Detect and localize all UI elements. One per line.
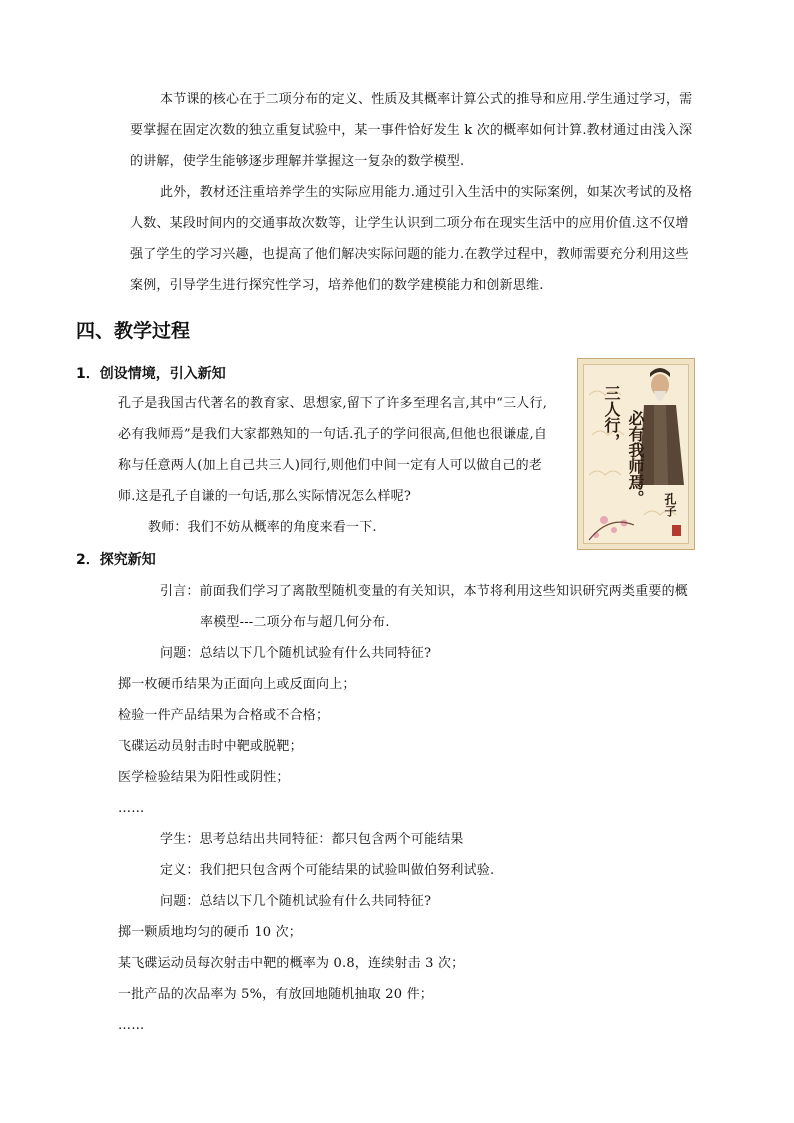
list1-item: 检验一件产品结果为合格或不合格； (118, 708, 330, 723)
intro-para1-line2: 要掌握在固定次数的独立重复试验中，某一事件恰好发生 k 次的概率如何计算.教材通过由浅入深 (130, 123, 693, 138)
scroll-text-col2: 必有我师焉。 (626, 410, 645, 506)
list1-item: 医学检验结果为阳性或阴性； (118, 770, 290, 785)
list2-item: 某飞碟运动员每次射击中靶的概率为 0.8，连续射击 3 次； (118, 956, 465, 971)
sub2-lead-line2: 率模型---二项分布与超几何分布. (200, 615, 390, 630)
sub1-title: 1．创设情境，引入新知 (76, 366, 226, 382)
intro-para1-line3: 的讲解，使学生能够逐步理解并掌握这一复杂的数学模型. (130, 154, 465, 169)
intro-para2-line3: 强了学生的学习兴趣，也提高了他们解决实际问题的能力.在教学过程中，教师需要充分利用这些 (130, 247, 689, 262)
sub1-line4: 师.这是孔子自谦的一句话,那么实际情况怎么样呢? (118, 489, 412, 504)
list1-ellipsis: …… (118, 801, 145, 816)
list2-item: 掷一颗质地均匀的硬币 10 次； (118, 925, 303, 940)
sub2-lead-line1: 引言：前面我们学习了离散型随机变量的有关知识，本节将利用这些知识研究两类重要的概 (160, 584, 689, 599)
list1-item: 飞碟运动员射击时中靶或脱靶； (118, 739, 303, 754)
sub1-line1: 孔子是我国古代著名的教育家、思想家,留下了许多至理名言,其中“三人行, (118, 396, 548, 411)
scroll-text-col1: 三人行， (602, 385, 621, 449)
list1-item: 掷一枚硬币结果为正面向上或反面向上； (118, 677, 356, 692)
section-title: 四、教学过程 (76, 320, 191, 342)
student-answer: 学生：思考总结出共同特征：都只包含两个可能结果 (160, 832, 464, 847)
sub2-title: 2．探究新知 (76, 552, 156, 568)
intro-para2-line1: 此外，教材还注重培养学生的实际应用能力.通过引入生活中的实际案例，如某次考试的及格 (160, 185, 693, 200)
sub1-line2: 必有我师焉”是我们大家都熟知的一句话.孔子的学问很高,但他也很谦虚,自 (118, 427, 548, 442)
intro-para2-line4: 案例，引导学生进行探究性学习，培养他们的数学建模能力和创新思维. (130, 278, 544, 293)
intro-para1-line1: 本节课的核心在于二项分布的定义、性质及其概率计算公式的推导和应用.学生通过学习，需 (160, 92, 693, 107)
sub1-line3: 称与任意两人(加上自己共三人)同行,则他们中间一定有人可以做自己的老 (118, 458, 543, 473)
sub2-question2: 问题：总结以下几个随机试验有什么共同特征? (160, 894, 432, 909)
definition: 定义：我们把只包含两个可能结果的试验叫做伯努利试验. (160, 863, 495, 878)
sub1-teacher: 教师：我们不妨从概率的角度来看一下. (148, 520, 377, 535)
list2-item: 一批产品的次品率为 5%，有放回地随机抽取 20 件； (118, 987, 433, 1002)
list2-ellipsis: …… (118, 1018, 145, 1033)
confucius-scroll-image (577, 358, 695, 550)
scroll-signature: 孔子 (663, 493, 677, 517)
intro-para2-line2: 人数、某段时间内的交通事故次数等，让学生认识到二项分布在现实生活中的应用价值.这不仅增 (130, 216, 689, 231)
sub2-question1: 问题：总结以下几个随机试验有什么共同特征? (160, 646, 432, 661)
